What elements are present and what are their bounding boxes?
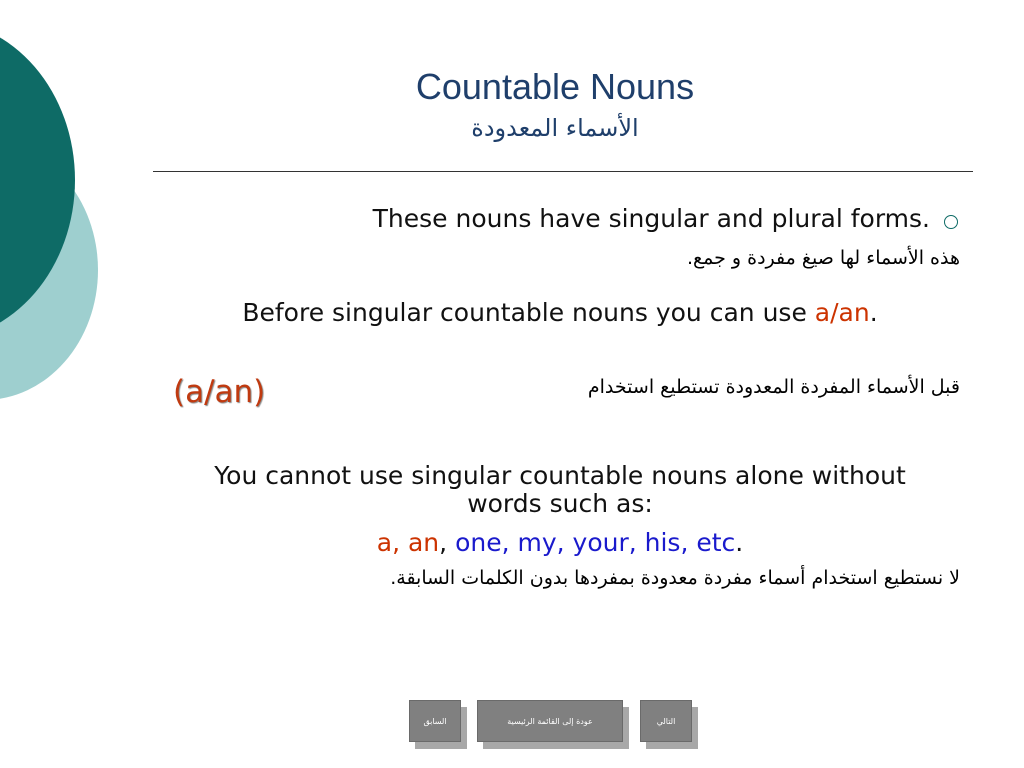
highlight-a-an: a/an bbox=[814, 298, 870, 327]
examples-comma: , bbox=[439, 528, 456, 557]
text-before-singular-period: . bbox=[869, 298, 878, 327]
home-menu-button-label: عودة إلى القائمة الرئيسية bbox=[507, 716, 593, 726]
next-button[interactable] bbox=[640, 700, 692, 742]
text-before-singular-main: Before singular countable nouns you can use bbox=[242, 298, 815, 327]
examples-a-an: a, an bbox=[376, 528, 440, 557]
bullet-circle-icon bbox=[944, 215, 958, 229]
title-divider bbox=[153, 171, 973, 172]
arabic-text-cannot-use-alone: لا نستطيع استخدام أسماء مفردة معدودة بمفردها بدون الكلمات السابقة. bbox=[390, 567, 960, 589]
previous-button[interactable] bbox=[409, 700, 461, 742]
examples-determiners: one, my, your, his, etc bbox=[455, 528, 736, 557]
home-menu-button[interactable] bbox=[477, 700, 623, 742]
slide-title-arabic: الأسماء المعدودة bbox=[471, 114, 639, 142]
slide-title: Countable Nouns bbox=[415, 66, 695, 107]
arabic-text-plural-forms: هذه الأسماء لها صيغ مفردة و جمع. bbox=[687, 247, 960, 269]
examples-period: . bbox=[735, 528, 744, 557]
a-an-label: (a/an) bbox=[173, 374, 266, 410]
bullet-text-plural-forms: These nouns have singular and plural forms. bbox=[372, 204, 930, 233]
previous-button-label: السابق bbox=[423, 716, 447, 726]
next-button-label: التالي bbox=[656, 716, 676, 726]
text-determiner-examples bbox=[150, 528, 970, 557]
arabic-text-before-singular: قبل الأسماء المفردة المعدودة تستطيع استخدام bbox=[587, 376, 960, 398]
text-before-singular bbox=[150, 298, 970, 327]
text-cannot-use-alone: You cannot use singular countable nouns alone without words such as: bbox=[214, 461, 906, 518]
